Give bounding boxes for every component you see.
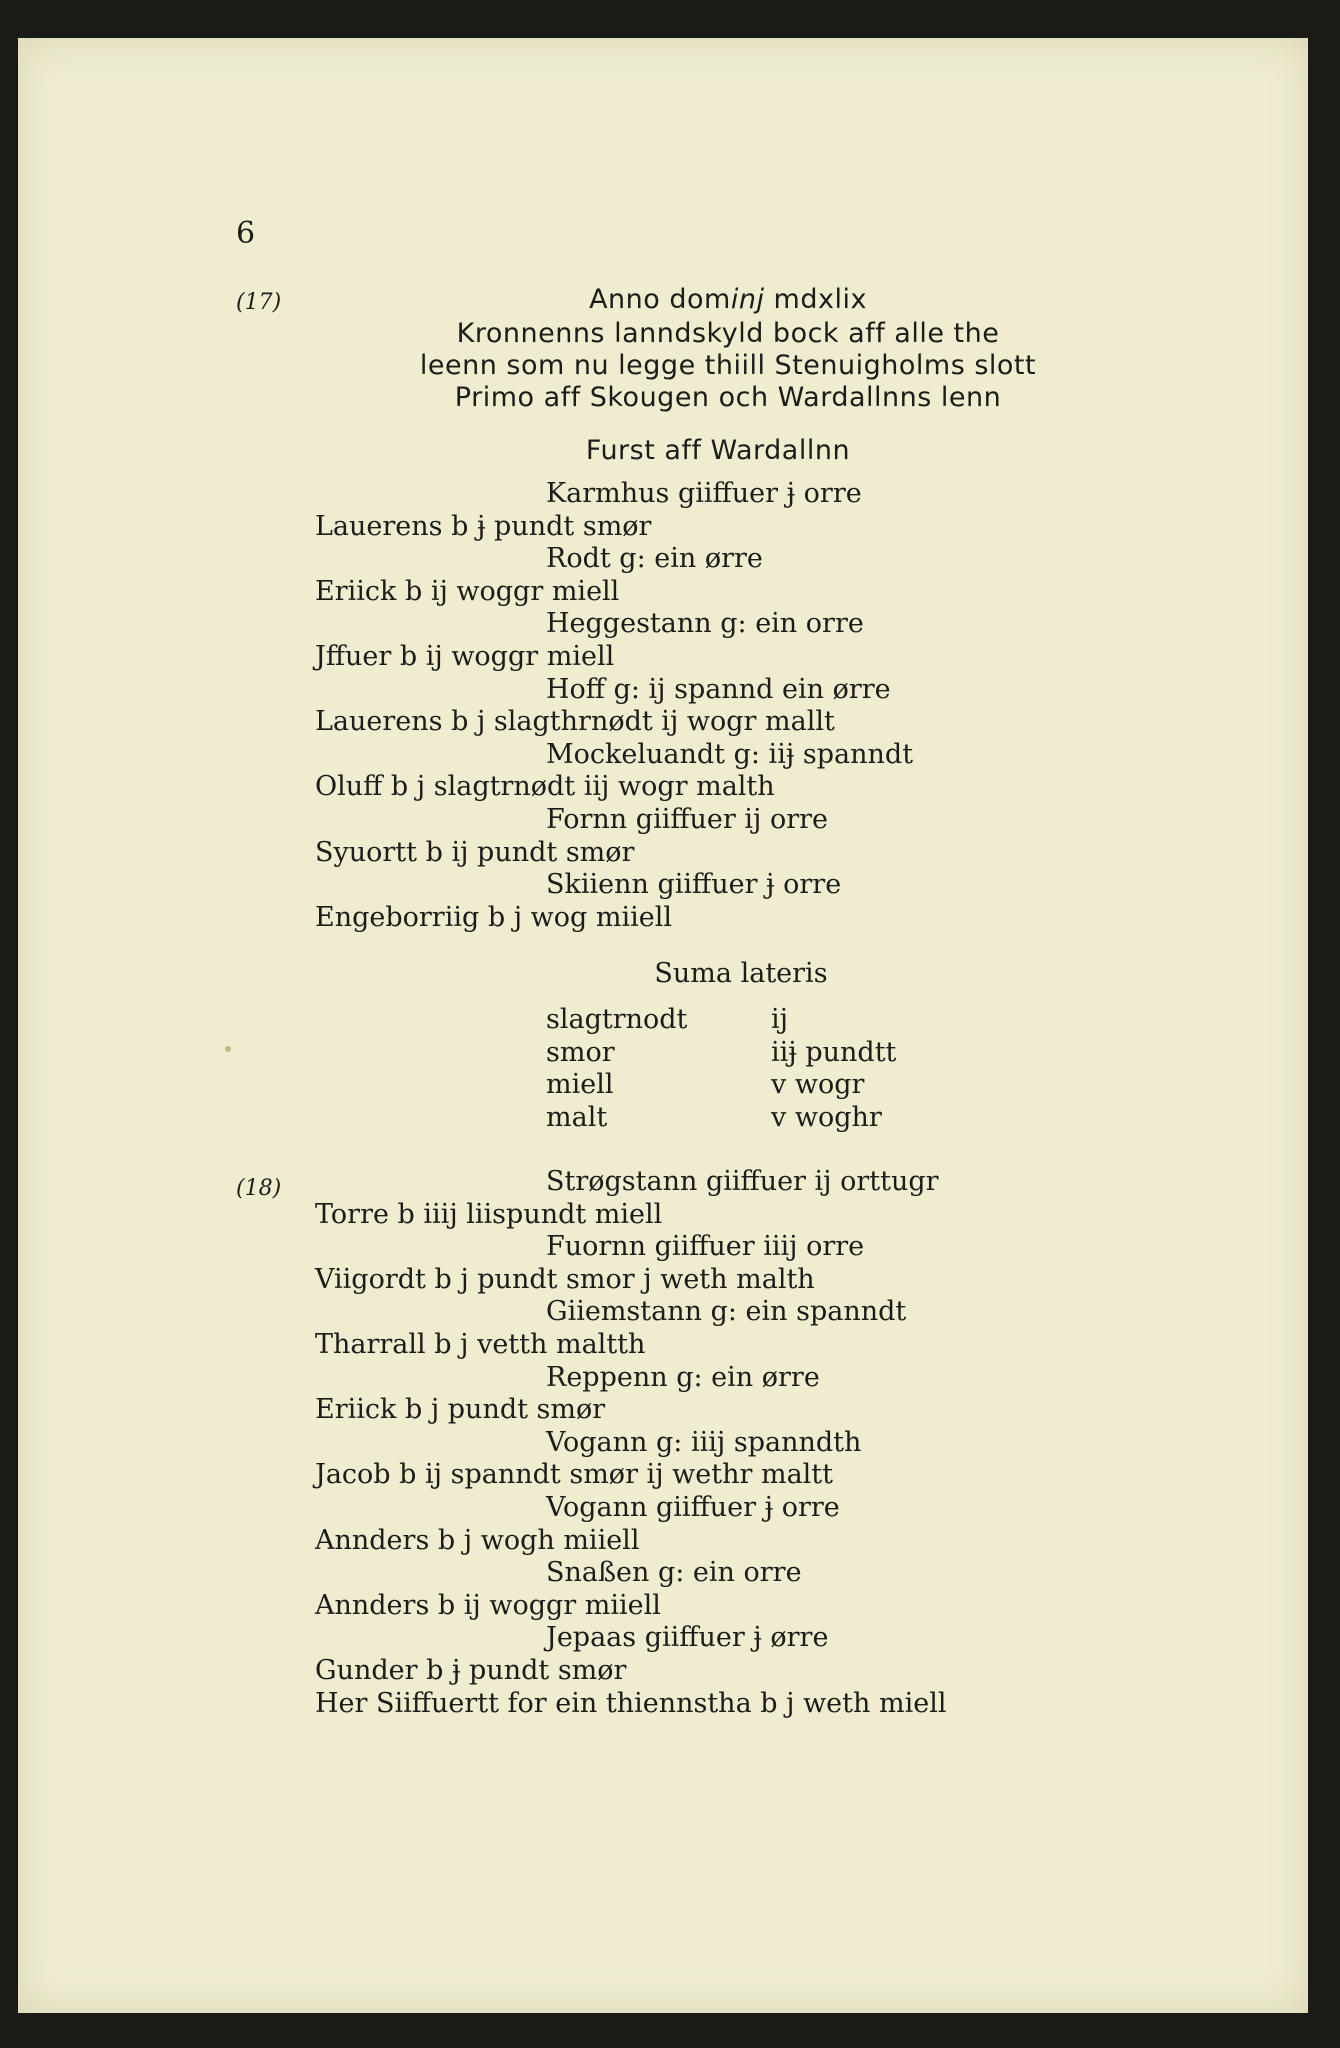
summary-value: v woghr [771,1101,882,1133]
entry-line: Annders b ij woggr miiell [315,1589,661,1621]
summary-value: v wogr [771,1069,865,1101]
entry-line: Vogann g: iiij spanndth [546,1426,862,1458]
entry-line: Her Siiffuertt for ein thiennstha b j weth miell [315,1687,947,1719]
summary-label: slagtrnodt [546,1004,688,1035]
entry-line: Jffuer b ij woggr miell [315,641,615,672]
summary-label: malt [546,1101,608,1133]
heading-anno: Anno dom [589,284,731,315]
entry-line: Fornn giiffuer ij orre [546,804,829,835]
entry-line: Lauerens b j slagthrnødt ij wogr mallt [315,706,835,738]
summary-label: miell [546,1069,614,1101]
summary-value: iiɉ pundtt [771,1036,897,1068]
subheading: Furst aff Wardallnn [585,435,851,466]
entry-line: Oluff b j slagtrnødt iij wogr malth [315,771,775,803]
entry-line: Annders b j wogh miiell [315,1524,640,1556]
paper-speck [225,1046,231,1052]
entry-line: Syuortt b ij pundt smør [315,836,635,868]
entry-line: Viigordt b j pundt smor j weth malth [315,1263,815,1295]
entry-line: Torre b iiij liispundt miell [315,1198,663,1230]
document-page [18,38,1308,2013]
entry-line: Skiienn giiffuer ɉ orre [546,869,842,901]
entry-line: Vogann giiffuer ɉ orre [546,1492,840,1523]
heading-line-3: leenn som nu legge thiill Stenuigholms slott [419,350,1037,381]
entry-line: Reppenn g: ein ørre [546,1361,820,1393]
summary-row [546,1004,788,1035]
summary-row [546,1069,864,1100]
summary-label: smor [546,1036,615,1068]
entry-line: Gunder b ɉ pundt smør [315,1655,627,1686]
entry-line: Lauerens b ɉ pundt smør [315,510,652,542]
section-marker-17: (17) [236,290,282,315]
entry-line: Rodt g: ein ørre [546,543,763,575]
heading-year: mdxlix [764,284,867,315]
entry-line: Strøgstann giiffuer ij orttugr [546,1166,939,1197]
entry-line: Tharrall b j vetth maltth [315,1329,646,1360]
summary-title: Suma lateris [654,958,828,989]
entry-line: Fuornn giiffuer iiij orre [546,1231,865,1263]
summary-value: ij [771,1004,789,1035]
entry-line: Jacob b ij spanndt smør ij wethr maltt [315,1459,833,1491]
page-content [18,38,1308,2013]
summary-row [546,1037,896,1068]
entry-line: Mockeluandt g: iiɉ spanndt [546,738,914,770]
entry-line: Heggestann g: ein orre [546,608,864,640]
entry-line: Eriick b ij woggr miell [315,575,620,607]
heading-dominj: inj [730,284,765,315]
heading-line-1 [318,284,1138,316]
page-number: 6 [236,216,256,251]
section-marker-18: (18) [236,1176,282,1201]
heading-line-2: Kronnenns lanndskyld bock aff alle the [456,318,1000,349]
entry-line: Jepaas giiffuer ɉ ørre [546,1622,829,1654]
entry-line: Snaßen g: ein orre [546,1557,802,1589]
entry-line: Hoff g: ij spannd ein ørre [546,673,891,705]
entry-line: Eriick b j pundt smør [315,1394,606,1426]
entry-line: Karmhus giiffuer ɉ orre [546,478,862,509]
entry-line: Engeborriig b j wog miiell [315,901,673,933]
entry-line: Giiemstann g: ein spanndt [546,1296,907,1328]
heading-line-4: Primo aff Skougen och Wardallnns lenn [454,382,1002,413]
summary-row [546,1102,882,1133]
